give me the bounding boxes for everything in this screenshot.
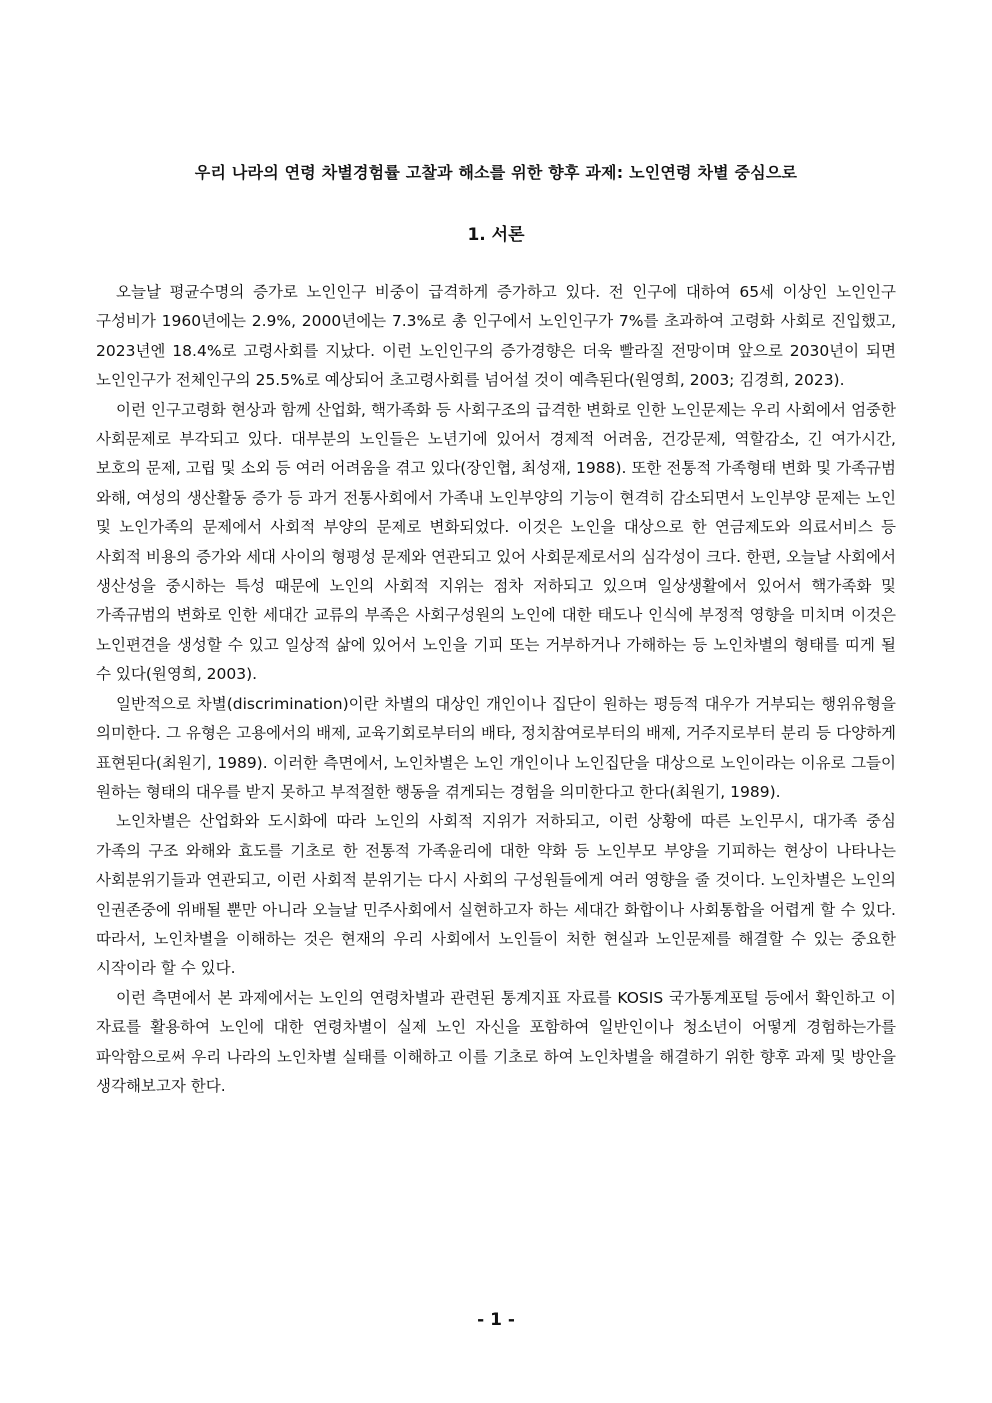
- page-number: - 1 -: [477, 1310, 515, 1330]
- section-heading: 1. 서론: [467, 225, 525, 245]
- document-title: 우리 나라의 연령 차별경험률 고찰과 해소를 위한 향후 과제: 노인연령 차별 중심으로: [194, 163, 798, 182]
- paragraph-3: 일반적으로 차별(discrimination)이란 차별의 대상인 개인이나 집단이 원하는 평등적 대우가 거부되는 행위유형을 의미한다. 그 유형은 고용에서의 배제, 교육기회로부터의 배타, 정치참여로부터의 배제, 거주지로부터 분리 등 다양하게 표현된다(최원기, 1989). 이러한 측면에서, 노인차별은 노인 개인이나 노인집단을 대상으로 노인이라는 이유로 그들이 원하는 형태의 대우를 받지 못하고 부적절한 행동을 겪게되는 경험을 의미한다고 한다(최원기, 1989).: [96, 694, 896, 801]
- paragraph-1: 오늘날 평균수명의 증가로 노인인구 비중이 급격하게 증가하고 있다. 전 인구에 대하여 65세 이상인 노인인구 구성비가 1960년에는 2.9%, 2000년에는 7.3%로 총 인구에서 노인인구가 7%를 초과하여 고령화 사회로 진입했고, 2023년엔 18.4%로 고령사회를 지났다. 이런 노인인구의 증가경향은 더욱 빨라질 전망이며 앞으로 2030년이 되면 노인인구가 전체인구의 25.5%로 예상되어 초고령사회를 넘어설 것이 예측된다(원영희, 2003; 김경희, 2023).: [96, 283, 896, 390]
- document-page: [96, 0, 896, 1403]
- paragraph-5: 이런 측면에서 본 과제에서는 노인의 연령차별과 관련된 통계지표 자료를 KOSIS 국가통계포털 등에서 확인하고 이 자료를 활용하여 노인에 대한 연령차별이 실제 노인 자신을 포함하여 일반인이나 청소년이 어떻게 경험하는가를 파악함으로써 우리 나라의 노인차별 실태를 이해하고 이를 기초로 하여 노인차별을 해결하기 위한 향후 과제 및 방안을 생각해보고자 한다.: [96, 988, 896, 1095]
- document-body: [96, 278, 896, 1101]
- paragraph-2: 이런 인구고령화 현상과 함께 산업화, 핵가족화 등 사회구조의 급격한 변화로 인한 노인문제는 우리 사회에서 엄중한 사회문제로 부각되고 있다. 대부분의 노인들은 노년기에 있어서 경제적 어려움, 건강문제, 역할감소, 긴 여가시간, 보호의 문제, 고립 및 소외 등 여러 어려움을 겪고 있다(장인협, 최성재, 1988). 또한 전통적 가족형태 변화 및 가족규범 와해, 여성의 생산활동 증가 등 과거 전통사회에서 가족내 노인부양의 기능이 현격히 감소되면서 노인부양 문제는 노인 및 노인가족의 문제에서 사회적 부양의 문제로 변화되었다. 이것은 노인을 대상으로 한 연금제도와 의료서비스 등 사회적 비용의 증가와 세대 사이의 형평성 문제와 연관되고 있어 사회문제로서의 심각성이 크다. 한편, 오늘날 사회에서 생산성을 중시하는 특성 때문에 노인의 사회적 지위는 점차 저하되고 있으며 일상생활에서 있어서 핵가족화 및 가족규범의 변화로 인한 세대간 교류의 부족은 사회구성원의 노인에 대한 태도나 인식에 부정적 영향을 미치며 이것은 노인편견을 생성할 수 있고 일상적 삶에 있어서 노인을 기피 또는 거부하거나 가해하는 등 노인차별의 형태를 띠게 될 수 있다(원영희, 2003).: [96, 400, 896, 684]
- paragraph-4: 노인차별은 산업화와 도시화에 따라 노인의 사회적 지위가 저하되고, 이런 상황에 따른 노인무시, 대가족 중심 가족의 구조 와해와 효도를 기초로 한 전통적 가족윤리에 대한 약화 등 노인부모 부양을 기피하는 현상이 나타나는 사회분위기들과 연관되고, 이런 사회적 분위기는 다시 사회의 구성원들에게 여러 영향을 줄 것이다. 노인차별은 노인의 인권존중에 위배될 뿐만 아니라 오늘날 민주사회에서 실현하고자 하는 세대간 화합이나 사회통합을 어렵게 할 수 있다. 따라서, 노인차별을 이해하는 것은 현재의 우리 사회에서 노인들이 처한 현실과 노인문제를 해결할 수 있는 중요한 시작이라 할 수 있다.: [96, 812, 896, 978]
